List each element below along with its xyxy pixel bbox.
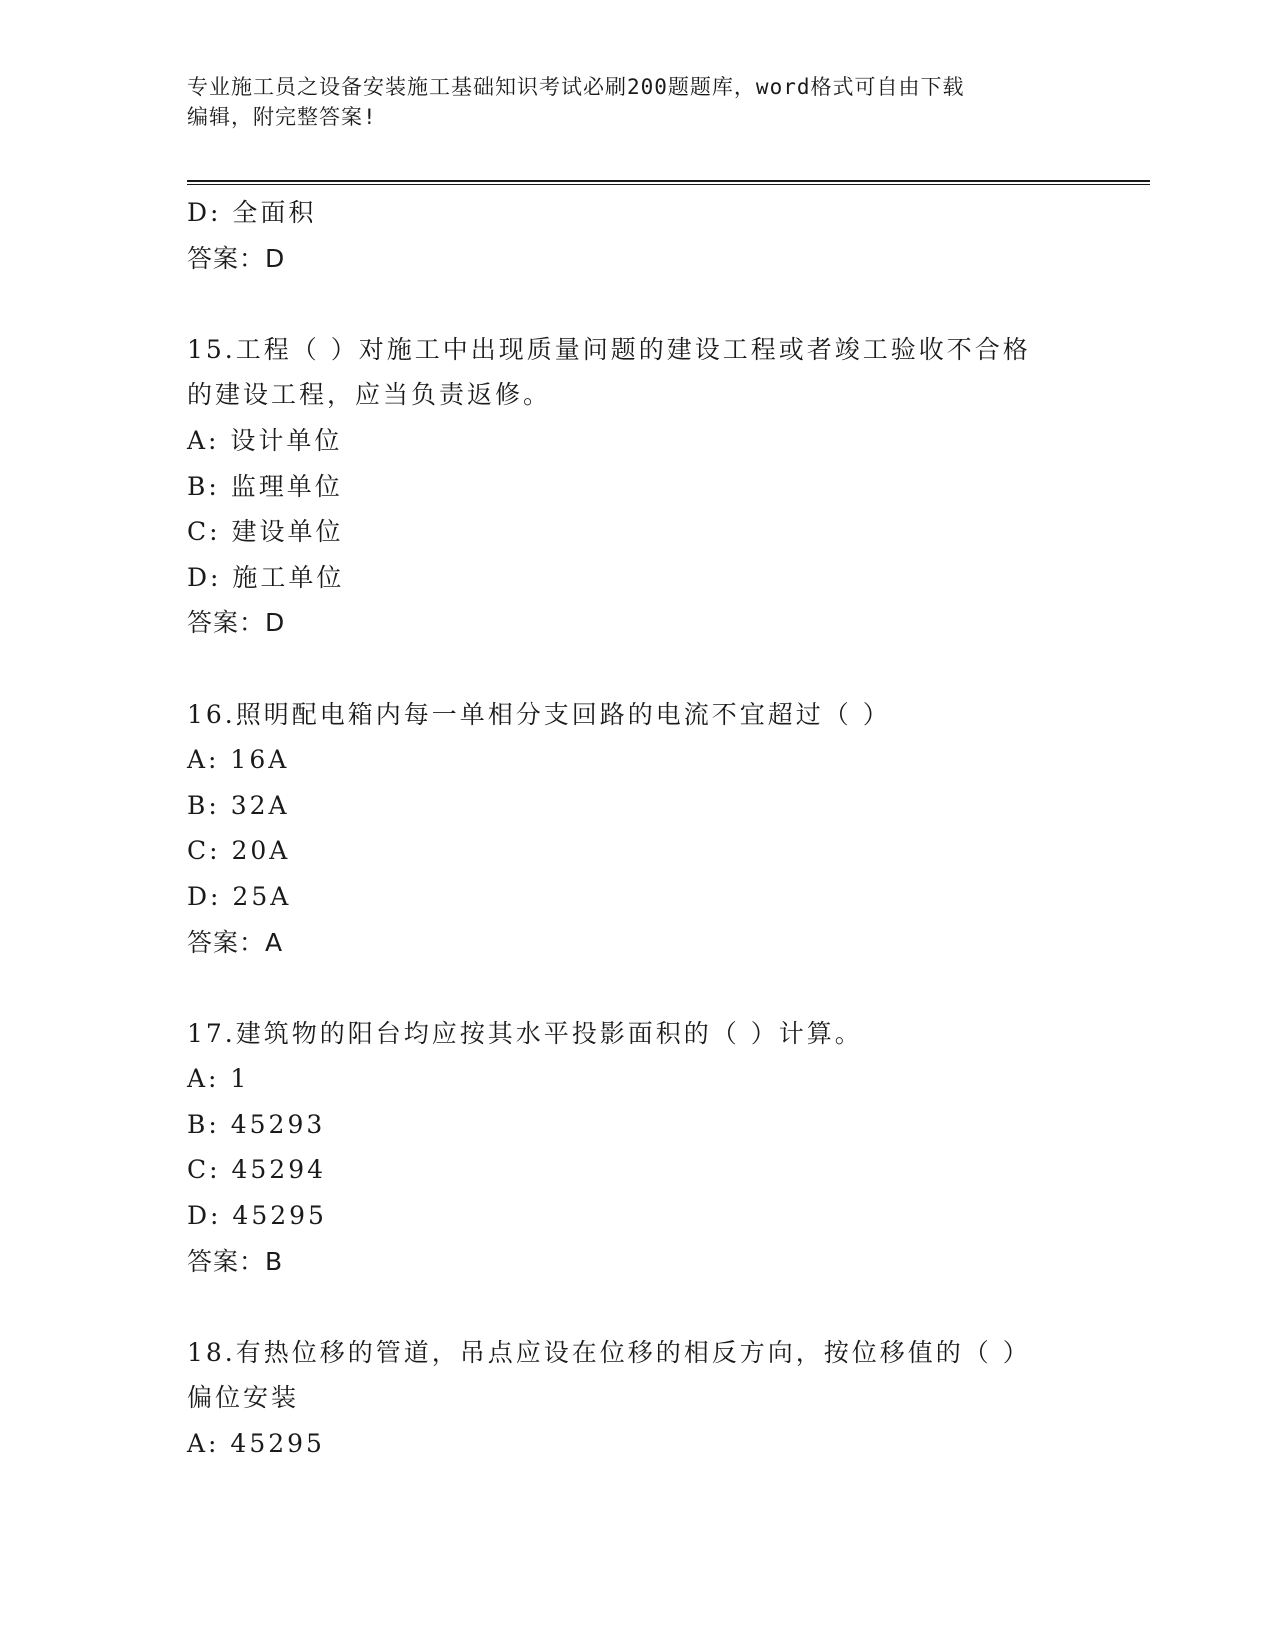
question-18 (187, 1330, 1067, 1467)
option-b: B: 32A (187, 790, 290, 820)
question-stem-line-1: 18.有热位移的管道，吊点应设在位移的相反方向，按位移值的（ ） (187, 1337, 1031, 1367)
option-a: A: 设计单位 (187, 425, 343, 455)
header-title-line-2: 编辑，附完整答案! (187, 105, 377, 129)
option-d: D: 25A (187, 881, 292, 911)
option-b: B: 45293 (187, 1109, 326, 1139)
document-header (187, 72, 1067, 132)
question-15 (187, 327, 1067, 646)
option-b: B: 监理单位 (187, 471, 343, 501)
option-a: A: 1 (187, 1064, 250, 1094)
question-list (187, 190, 1067, 1467)
question-16 (187, 692, 1067, 966)
question-17 (187, 1011, 1067, 1285)
question-14-tail (187, 190, 1067, 281)
answer-label: 答案：D (187, 243, 286, 273)
header-divider-thick (187, 180, 1150, 182)
option-d: D: 全面积 (187, 198, 317, 227)
question-spacer (187, 1284, 1067, 1330)
answer-label: 答案：B (187, 1246, 284, 1276)
question-stem-line-1: 16.照明配电箱内每一单相分支回路的电流不宜超过（ ） (187, 699, 891, 729)
question-spacer (187, 281, 1067, 327)
option-c: C: 20A (187, 836, 291, 866)
option-c: C: 45294 (187, 1155, 327, 1185)
question-spacer (187, 965, 1067, 1011)
answer-label: 答案：D (187, 608, 286, 638)
question-stem-line-2: 偏位安装 (187, 1383, 300, 1413)
header-title-line-1: 专业施工员之设备安装施工基础知识考试必刷200题题库，word格式可自由下载 (187, 75, 965, 99)
question-spacer (187, 646, 1067, 692)
option-a: A: 45295 (187, 1429, 325, 1459)
answer-label: 答案：A (187, 927, 284, 957)
question-stem-line-1: 17.建筑物的阳台均应按其水平投影面积的（ ）计算。 (187, 1018, 863, 1048)
option-d: D: 45295 (187, 1201, 327, 1231)
option-c: C: 建设单位 (187, 517, 344, 547)
question-stem-line-2: 的建设工程，应当负责返修。 (187, 380, 552, 410)
question-stem-line-1: 15.工程（ ）对施工中出现质量问题的建设工程或者竣工验收不合格 (187, 334, 1031, 364)
header-divider-thin (187, 184, 1150, 185)
option-d: D: 施工单位 (187, 562, 345, 592)
option-a: A: 16A (187, 745, 290, 775)
